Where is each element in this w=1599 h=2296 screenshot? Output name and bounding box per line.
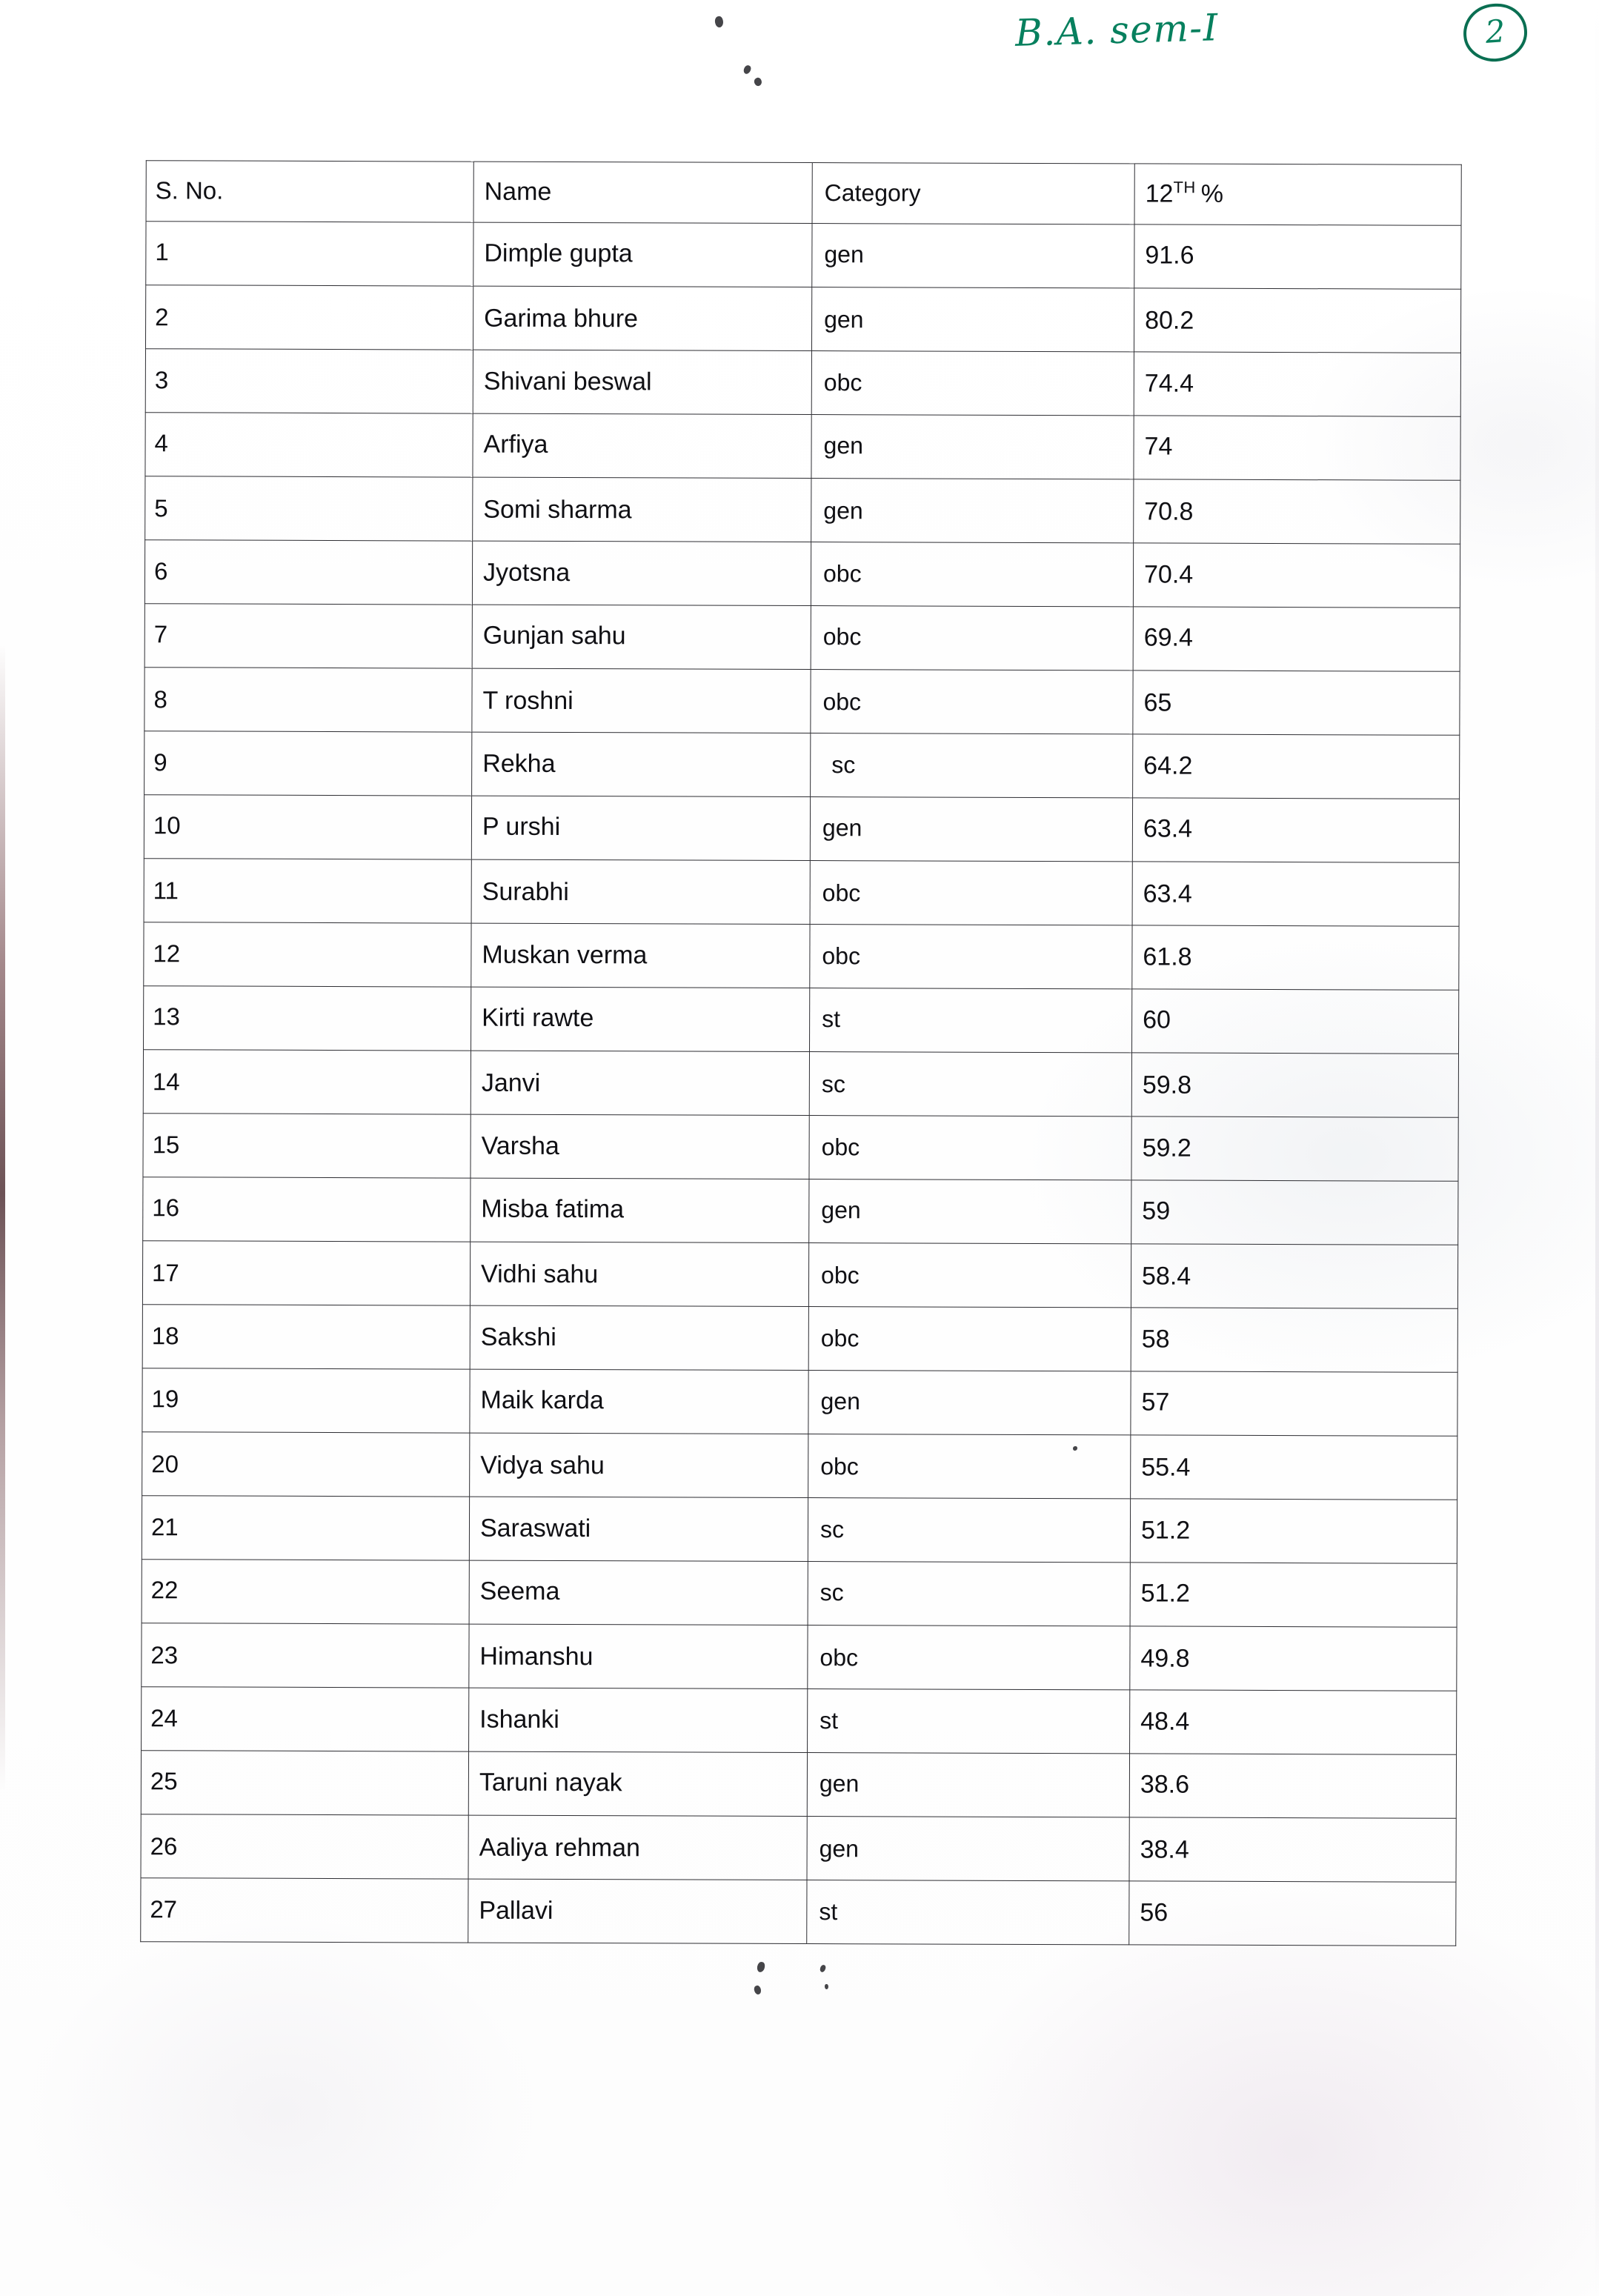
cell-student-name [472,668,811,733]
table-row [145,476,1460,545]
cell-category-text: sc [821,1070,845,1097]
cell-category-text: gen [824,305,864,333]
cell-category-text: obc [822,879,861,906]
cell-serial-number-text: 22 [150,1576,179,1604]
cell-category-text: gen [824,240,864,267]
table-row [142,1496,1457,1564]
cell-twelfth-percent [1132,925,1459,990]
cell-serial-number-text: 17 [152,1259,179,1287]
cell-student-name [473,413,811,478]
cell-twelfth-percent [1134,416,1460,480]
cell-serial-number [145,413,473,477]
cell-twelfth-percent-text: 74 [1144,432,1173,461]
cell-serial-number [142,1687,469,1751]
cell-category [808,1562,1130,1626]
cell-student-name [468,1751,807,1816]
cell-twelfth-percent-text: 59.2 [1142,1134,1191,1162]
cell-serial-number [142,1623,469,1688]
cell-category-text: sc [831,751,856,778]
table-row [144,604,1460,672]
cell-serial-number-text: 16 [152,1194,180,1222]
cell-category [808,1625,1130,1690]
cell-twelfth-percent-text: 61.8 [1143,942,1192,971]
cell-category [808,1434,1131,1499]
cell-category [811,351,1134,416]
cell-twelfth-percent-text: 80.2 [1145,306,1194,335]
cell-category [810,797,1132,862]
table-body [141,222,1461,1946]
cell-serial-number [141,1878,468,1943]
cell-serial-number [142,1368,470,1433]
cell-twelfth-percent-text: 55.4 [1141,1453,1191,1482]
cell-student-name [472,732,811,796]
cell-twelfth-percent-text: 58 [1141,1325,1170,1354]
cell-student-name [471,859,810,924]
table-row [144,922,1459,991]
cell-category [808,1371,1131,1435]
cell-serial-number-text: 11 [153,876,179,905]
cell-twelfth-percent [1133,543,1460,608]
cell-twelfth-percent [1131,1180,1458,1245]
cell-serial-number-text: 4 [154,429,169,457]
cell-twelfth-percent-text: 63.4 [1143,879,1192,908]
cell-category-text: obc [823,368,862,396]
table-row [144,540,1460,608]
cell-student-name-text: Muskan verma [482,940,648,970]
cell-twelfth-percent [1132,989,1459,1054]
student-table-container [140,160,1461,1946]
column-header-serial-number: S. No. [146,161,473,222]
ink-speck [824,1984,828,1990]
cell-category-text: gen [823,431,864,459]
table-row [146,222,1461,290]
table-row [144,986,1459,1054]
cell-serial-number [144,540,472,605]
cell-student-name [472,605,811,669]
scanner-edge-shadow-left [0,0,5,2296]
cell-serial-number [143,1177,471,1242]
cell-twelfth-percent-text: 59 [1142,1197,1171,1225]
cell-twelfth-percent [1134,224,1461,289]
cell-student-name [469,1688,808,1752]
cell-student-name-text: T roshni [482,686,574,715]
cell-student-name-text: Sakshi [480,1322,556,1351]
cell-category-text: gen [819,1834,860,1862]
cell-twelfth-percent [1132,862,1459,926]
cell-student-name [471,1114,809,1179]
cell-twelfth-percent-text: 57 [1141,1388,1170,1417]
cell-student-name-text: Garima bhure [484,304,639,333]
scanner-edge-shadow-right [1595,0,1599,2296]
cell-student-name [472,541,811,605]
cell-category-text: obc [821,1133,860,1160]
cell-category [810,925,1132,989]
cell-student-name [469,1497,808,1561]
cell-category [811,606,1133,671]
cell-twelfth-percent-text: 64.2 [1143,751,1193,780]
cell-serial-number [145,476,473,541]
cell-student-name-text: Surabhi [482,877,569,906]
cell-twelfth-percent [1130,1690,1457,1754]
table-row [141,1751,1456,1819]
cell-category [807,1817,1129,1881]
cell-category [811,415,1134,479]
cell-student-name-text: Arfiya [483,430,548,459]
cell-twelfth-percent [1130,1626,1457,1691]
cell-student-name-text: Jyotsna [482,558,571,587]
table-row [142,1687,1457,1755]
cell-student-name [471,987,810,1051]
table-row [144,668,1460,736]
cell-category [810,861,1132,925]
cell-twelfth-percent-text: 49.8 [1140,1644,1190,1673]
cell-twelfth-percent-text: 60 [1143,1005,1171,1034]
ink-speck [753,1985,762,1995]
cell-serial-number-text: 10 [153,811,181,839]
cell-student-name [468,1815,807,1880]
cell-serial-number-text: 15 [152,1131,180,1159]
column-header-name: Name [473,162,812,223]
cell-category [807,1880,1129,1945]
cell-twelfth-percent-text: 65 [1143,688,1172,717]
cell-twelfth-percent [1130,1499,1457,1563]
cell-twelfth-percent [1129,1817,1456,1882]
cell-student-name [470,1433,808,1497]
cell-twelfth-percent-text: 70.8 [1144,497,1194,526]
cell-category-text: st [819,1897,838,1925]
cell-category-text: obc [822,622,862,650]
cell-serial-number-text: 23 [150,1641,179,1669]
cell-category-text: gen [822,813,862,841]
table-row [141,1878,1456,1946]
cell-student-name-text: P urshi [482,812,561,841]
cell-serial-number-text: 14 [152,1068,180,1096]
cell-student-name-text: Varsha [481,1131,559,1160]
cell-twelfth-percent-text: 70.4 [1143,560,1194,589]
table-row [142,1560,1457,1628]
cell-twelfth-percent-text: 58.4 [1141,1262,1191,1291]
cell-category-text: gen [820,1387,860,1414]
cell-serial-number-text: 20 [151,1450,179,1478]
cell-category [811,287,1134,352]
cell-serial-number [142,1560,469,1624]
cell-serial-number [142,1305,470,1369]
column-header-twelfth-percent [1134,164,1461,225]
cell-category-text: obc [822,688,862,715]
cell-category-text: obc [821,1261,860,1288]
cell-category [809,1116,1131,1180]
cell-twelfth-percent-text: 69.4 [1143,623,1194,652]
table-row [142,1241,1457,1309]
cell-twelfth-percent [1132,798,1459,862]
cell-twelfth-percent [1133,607,1460,671]
table-row [142,1368,1457,1437]
cell-category-text: obc [820,1643,859,1671]
cell-twelfth-percent-text: 38.4 [1140,1835,1189,1864]
cell-student-name [471,1178,809,1242]
cell-serial-number-text: 21 [150,1513,179,1541]
cell-serial-number-text: 18 [151,1322,179,1350]
cell-serial-number [145,285,473,350]
cell-serial-number-text: 6 [153,557,168,585]
table-row [145,349,1460,417]
cell-serial-number-text: 12 [153,939,181,968]
cell-twelfth-percent [1130,1563,1457,1627]
ink-speck [742,64,751,75]
cell-serial-number [143,1114,471,1178]
cell-category-text: st [820,1706,839,1734]
cell-category [807,1753,1129,1817]
cell-serial-number-text: 2 [155,303,169,331]
table-row [143,1177,1458,1245]
cell-serial-number [142,1496,469,1560]
percent-header-prefix: 12 [1145,179,1174,208]
cell-student-name-text: Misba fatima [481,1194,625,1223]
table-row [142,1623,1457,1691]
cell-student-name-text: Janvi [481,1068,541,1097]
cell-category [811,479,1134,543]
table-row [142,1432,1457,1500]
cell-student-name-text: Maik karda [480,1385,604,1414]
cell-category [808,1243,1131,1308]
cell-twelfth-percent-text: 48.4 [1140,1707,1190,1736]
cell-student-name [469,1624,808,1688]
cell-twelfth-percent [1131,1244,1457,1308]
cell-category-text: obc [822,942,861,969]
cell-category [811,542,1133,607]
cell-category [811,670,1133,734]
cell-serial-number [142,1241,470,1305]
cell-twelfth-percent [1131,1435,1457,1500]
cell-student-name [470,1305,808,1370]
cell-twelfth-percent [1131,1117,1458,1181]
table-row [143,1050,1458,1118]
cell-serial-number [144,731,472,796]
cell-student-name [470,1242,808,1306]
cell-student-name [473,222,812,287]
cell-serial-number-text: 8 [153,685,167,713]
cell-category [808,1307,1131,1371]
cell-serial-number [144,922,471,987]
cell-student-name-text: Rekha [482,749,556,778]
cell-twelfth-percent-text: 91.6 [1145,241,1194,270]
cell-student-name-text: Vidya sahu [480,1451,605,1480]
cell-twelfth-percent [1134,288,1460,353]
cell-category-text: gen [823,496,863,524]
cell-student-name [471,923,810,988]
cell-student-name-text: Saraswati [479,1514,591,1543]
cell-serial-number [144,859,471,923]
cell-serial-number [142,1432,470,1497]
percent-header-superscript: TH [1173,177,1196,196]
handwritten-course-label: B.A. sem-I [1014,6,1220,55]
cell-student-name [471,1051,809,1115]
ink-speck [757,1961,765,1972]
cell-twelfth-percent-text: 51.2 [1140,1579,1190,1608]
cell-student-name-text: Himanshu [479,1642,594,1671]
table-row [141,1814,1456,1883]
cell-serial-number-text: 26 [150,1832,178,1860]
cell-serial-number [144,668,472,732]
cell-serial-number-text: 24 [150,1704,178,1732]
cell-student-name [473,477,811,542]
cell-student-name-text: Aaliya rehman [479,1833,641,1862]
cell-serial-number-text: 9 [153,748,167,776]
cell-category-text: gen [819,1769,860,1797]
cell-student-name-text: Kirti rawte [482,1003,594,1032]
cell-twelfth-percent-text: 63.4 [1143,814,1193,843]
cell-category-text: obc [820,1324,860,1351]
cell-twelfth-percent [1129,1881,1456,1946]
table-row [144,859,1459,927]
cell-twelfth-percent-text: 51.2 [1140,1516,1191,1545]
page-number-value: 2 [1483,13,1506,50]
cell-category [810,988,1132,1053]
cell-student-name [468,1879,807,1943]
cell-category [809,1052,1131,1117]
cell-category [809,1179,1131,1244]
cell-twelfth-percent [1131,1308,1457,1372]
cell-serial-number [146,222,473,286]
cell-twelfth-percent-text: 74.4 [1144,369,1194,398]
cell-twelfth-percent [1129,1754,1456,1818]
ink-speck [820,1964,826,1972]
cell-serial-number-text: 5 [154,494,168,522]
cell-serial-number [144,604,472,668]
cell-twelfth-percent-text: 38.6 [1140,1770,1190,1799]
ink-speck [714,16,725,28]
cell-twelfth-percent [1134,479,1460,544]
cell-serial-number-text: 13 [153,1002,180,1031]
table-header-row [146,161,1461,226]
cell-serial-number [144,795,471,859]
cell-category-text: sc [820,1515,845,1543]
cell-student-name-text: Dimple gupta [484,239,633,267]
cell-category-text: gen [821,1196,861,1223]
cell-category-text: obc [820,1452,859,1480]
cell-serial-number-text: 27 [150,1895,178,1923]
cell-student-name-text: Taruni nayak [479,1768,622,1797]
table-row [145,285,1460,353]
cell-student-name [470,1369,808,1434]
ink-speck [753,76,763,87]
cell-serial-number-text: 7 [153,620,168,648]
cell-serial-number [141,1751,468,1815]
cell-serial-number-text: 25 [150,1767,178,1795]
cell-student-name [469,1560,808,1625]
cell-student-name-text: Somi sharma [483,495,632,524]
cell-category [808,1689,1130,1754]
column-header-category: Category [812,163,1134,224]
cell-twelfth-percent [1131,1053,1458,1117]
cell-twelfth-percent [1131,1371,1457,1436]
table-row [145,413,1460,481]
handwritten-page-number [1461,1,1529,64]
table-row [143,1114,1458,1182]
table-row [144,795,1459,863]
cell-twelfth-percent [1133,671,1460,735]
cell-category [812,224,1134,288]
cell-student-name-text: Pallavi [479,1896,554,1925]
cell-twelfth-percent-text: 56 [1140,1898,1168,1927]
percent-header-symbol: % [1200,179,1224,208]
table-row [144,731,1460,799]
cell-student-name [473,286,811,350]
cell-student-name [473,350,811,414]
cell-twelfth-percent-text: 59.8 [1142,1071,1192,1099]
cell-category [808,1498,1130,1563]
cell-twelfth-percent [1133,734,1460,799]
cell-category-text: obc [822,559,862,587]
student-table [140,160,1462,1946]
cell-category [811,733,1133,798]
cell-student-name-text: Vidhi sahu [481,1260,599,1288]
cell-student-name-text: Gunjan sahu [482,621,626,650]
cell-serial-number-text: 3 [154,366,169,394]
cell-serial-number [144,986,471,1051]
cell-category-text: st [822,1005,841,1032]
table-row [142,1305,1457,1373]
cell-twelfth-percent [1134,352,1460,416]
cell-serial-number [145,349,473,413]
cell-student-name-text: Shivani beswal [483,367,652,396]
cell-student-name-text: Ishanki [479,1705,559,1734]
cell-student-name [471,796,810,860]
cell-serial-number [141,1814,468,1879]
table-head [146,161,1461,226]
cell-serial-number-text: 1 [155,238,169,266]
cell-serial-number [143,1050,471,1114]
cell-serial-number-text: 19 [151,1385,179,1413]
cell-student-name-text: Seema [479,1577,560,1605]
cell-category-text: sc [820,1578,844,1605]
